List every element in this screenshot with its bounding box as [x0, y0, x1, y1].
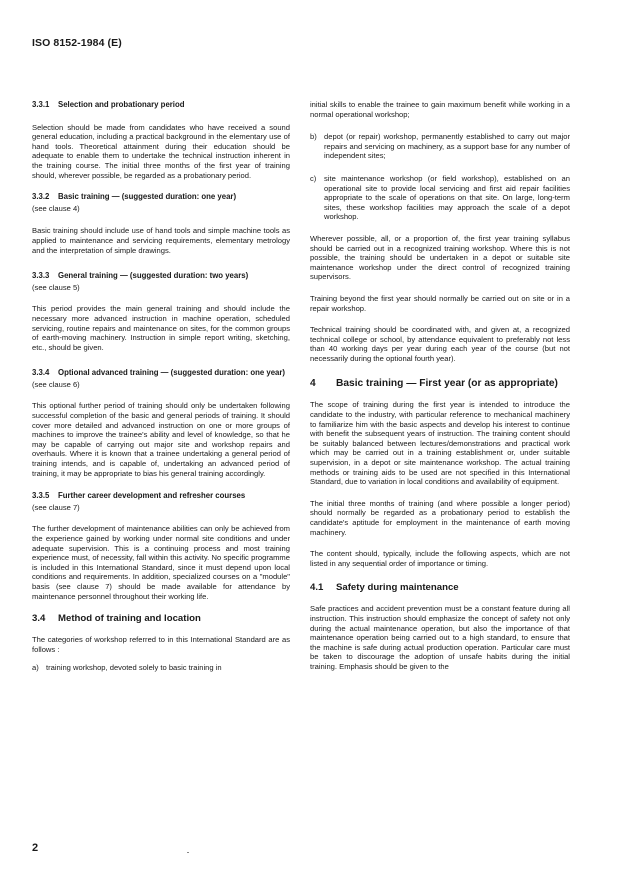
section-heading-3-3-1: 3.3.1 Selection and probationary period — [32, 100, 185, 109]
right-column — [310, 100, 570, 681]
clause-reference: (see clause 6) — [32, 379, 80, 389]
section-heading-4: 4 Basic training — First year (or as appropriate) — [310, 378, 558, 390]
clause-reference: (see clause 4) — [32, 203, 80, 213]
document-header: ISO 8152-1984 (E) — [32, 37, 122, 49]
section-heading-3-4: 3.4 Method of training and location — [32, 613, 201, 625]
section-heading-3-3-4: 3.3.4 Optional advanced training — (suggested duration: one year) — [32, 368, 286, 378]
section-heading-3-3-3: 3.3.3 General training — (suggested duration: two years) — [32, 271, 249, 281]
section-heading-4-1: 4.1 Safety during maintenance — [310, 582, 459, 594]
section-heading-3-3-5: 3.3.5 Further career development and refresher courses — [32, 491, 246, 501]
left-column — [32, 100, 290, 682]
paragraph: Training beyond the first year should normally be carried out on site or in a repair workshop. — [310, 293, 570, 313]
paragraph: initial skills to enable the trainee to gain maximum benefit while working in a normal operational workshop; — [310, 100, 570, 119]
scan-mark — [187, 852, 189, 853]
paragraph: This period provides the main general training and should include the necessary more advanced instruction in machine operation, scheduled servicing, routine repairs and maintenance on sites, for the common groups of earth-moving machinery. Instruction in simple report writing, sketching, etc., should be given. — [32, 304, 290, 352]
paragraph: The further development of maintenance abilities can only be achieved from the experience gained by working under normal site conditions and under adequate supervision. This is a continuing process and most training experience must, of necessity, fall within this activity. No specific programme is included in this International Standard, since it must depend upon local conditions and requirements. In addition, specialized courses on a "module" basis (see clause 7) should be made available for attendance by maintenance personnel throughout their working life. — [32, 524, 290, 601]
paragraph: The content should, typically, include the following aspects, which are not listed in any sequential order of importance or timing. — [310, 549, 570, 568]
paragraph: Basic training should include use of hand tools and simple machine tools as applied to maintenance and servicing requirements, elementary metrology and the interpretation of simple drawings. — [32, 226, 290, 255]
section-heading-3-3-2: 3.3.2 Basic training — (suggested duration: one year) — [32, 192, 237, 202]
paragraph: Technical training should be coordinated with, and given at, a recognized technical college or school, by attendance equivalent to preferably not less than 40 working days per year during each year of the course (but not necessarily during the optional fourth year). — [310, 325, 570, 363]
paragraph: The categories of workshop referred to in this International Standard are as follows : — [32, 635, 290, 654]
list-item-b: b) depot (or repair) workshop, permanently established to carry out major repairs and servicing on machinery, as a support base for any number of independent sites; — [310, 132, 570, 161]
list-item-a: a) training workshop, devoted solely to basic training in — [32, 663, 222, 673]
paragraph: This optional further period of training should only be undertaken following successful completion of the basic and general periods of training. It should cover more detailed and advanced instruction on one or more groups of machines to improve the trainee's ability and level of knowledge, so that he may be capable of carrying out major site and workshop repairs and overhauls. Where it is known that a trainee undertaking a general period of training intends, and is capable of, undertaking an advanced period of training, it may be appropriate to bias his general training accordingly. — [32, 401, 290, 478]
list-item-c: c) site maintenance workshop (or field workshop), established on an operational site to provide local servicing and first aid repair facilities appropriate to the scale of operations on that site. On large, long-term sites, these workshop facilities may approach the scale of a depot workshop. — [310, 173, 570, 222]
page-number: 2 — [32, 842, 39, 854]
paragraph: Wherever possible, all, or a proportion of, the first year training syllabus should be carried out in a recognized training workshop. Where this is not possible, the training should be undertaken in a depot or suitable site maintenance workshop under the direct control of recognized training supervisors. — [310, 233, 570, 282]
clause-reference: (see clause 7) — [32, 502, 80, 512]
paragraph: The scope of training during the first year is intended to introduce the candidate to the industry, with particular reference to mechanical machinery to familiarize him with the basic aspects and develop his interest to continue with benefit the subsequent years of instruction. The training content should be suitably balanced between lectures/demonstrations and practical work which may be carried out in a training establishment or, under suitable supervision, in a depot or site maintenance workshop. The actual training methods or training aids to be used are not specified in this International Standard, due to variation in local conditions and availability of equipment. — [310, 400, 570, 487]
paragraph: Selection should be made from candidates who have received a sound general education, including a practical background in the elementary use of hand tools. Theoretical attainment during their education should be adequate to enable them to undertake the technical instruction inherent in the training course. The initial three months of the first year of training should, wherever possible, be regarded as a probationary period. — [32, 122, 290, 180]
paragraph: Safe practices and accident prevention must be a constant feature during all instruction. This instruction should emphasize the concept of safety not only during the actual maintenance operation, but also the importance of that maintenance operation being carried out to a high standard, to ensure that the machine is safe during actual production operation. Particular care must be taken to discourage the adoption of unsafe habits during the initial training. Emphasis should be given to the — [310, 604, 570, 671]
paragraph: The initial three months of training (and where possible a longer period) should normally be regarded as a probationary period to establish the candidate's aptitude for employment in the maintenance of earth moving machinery. — [310, 498, 570, 537]
clause-reference: (see clause 5) — [32, 282, 80, 292]
